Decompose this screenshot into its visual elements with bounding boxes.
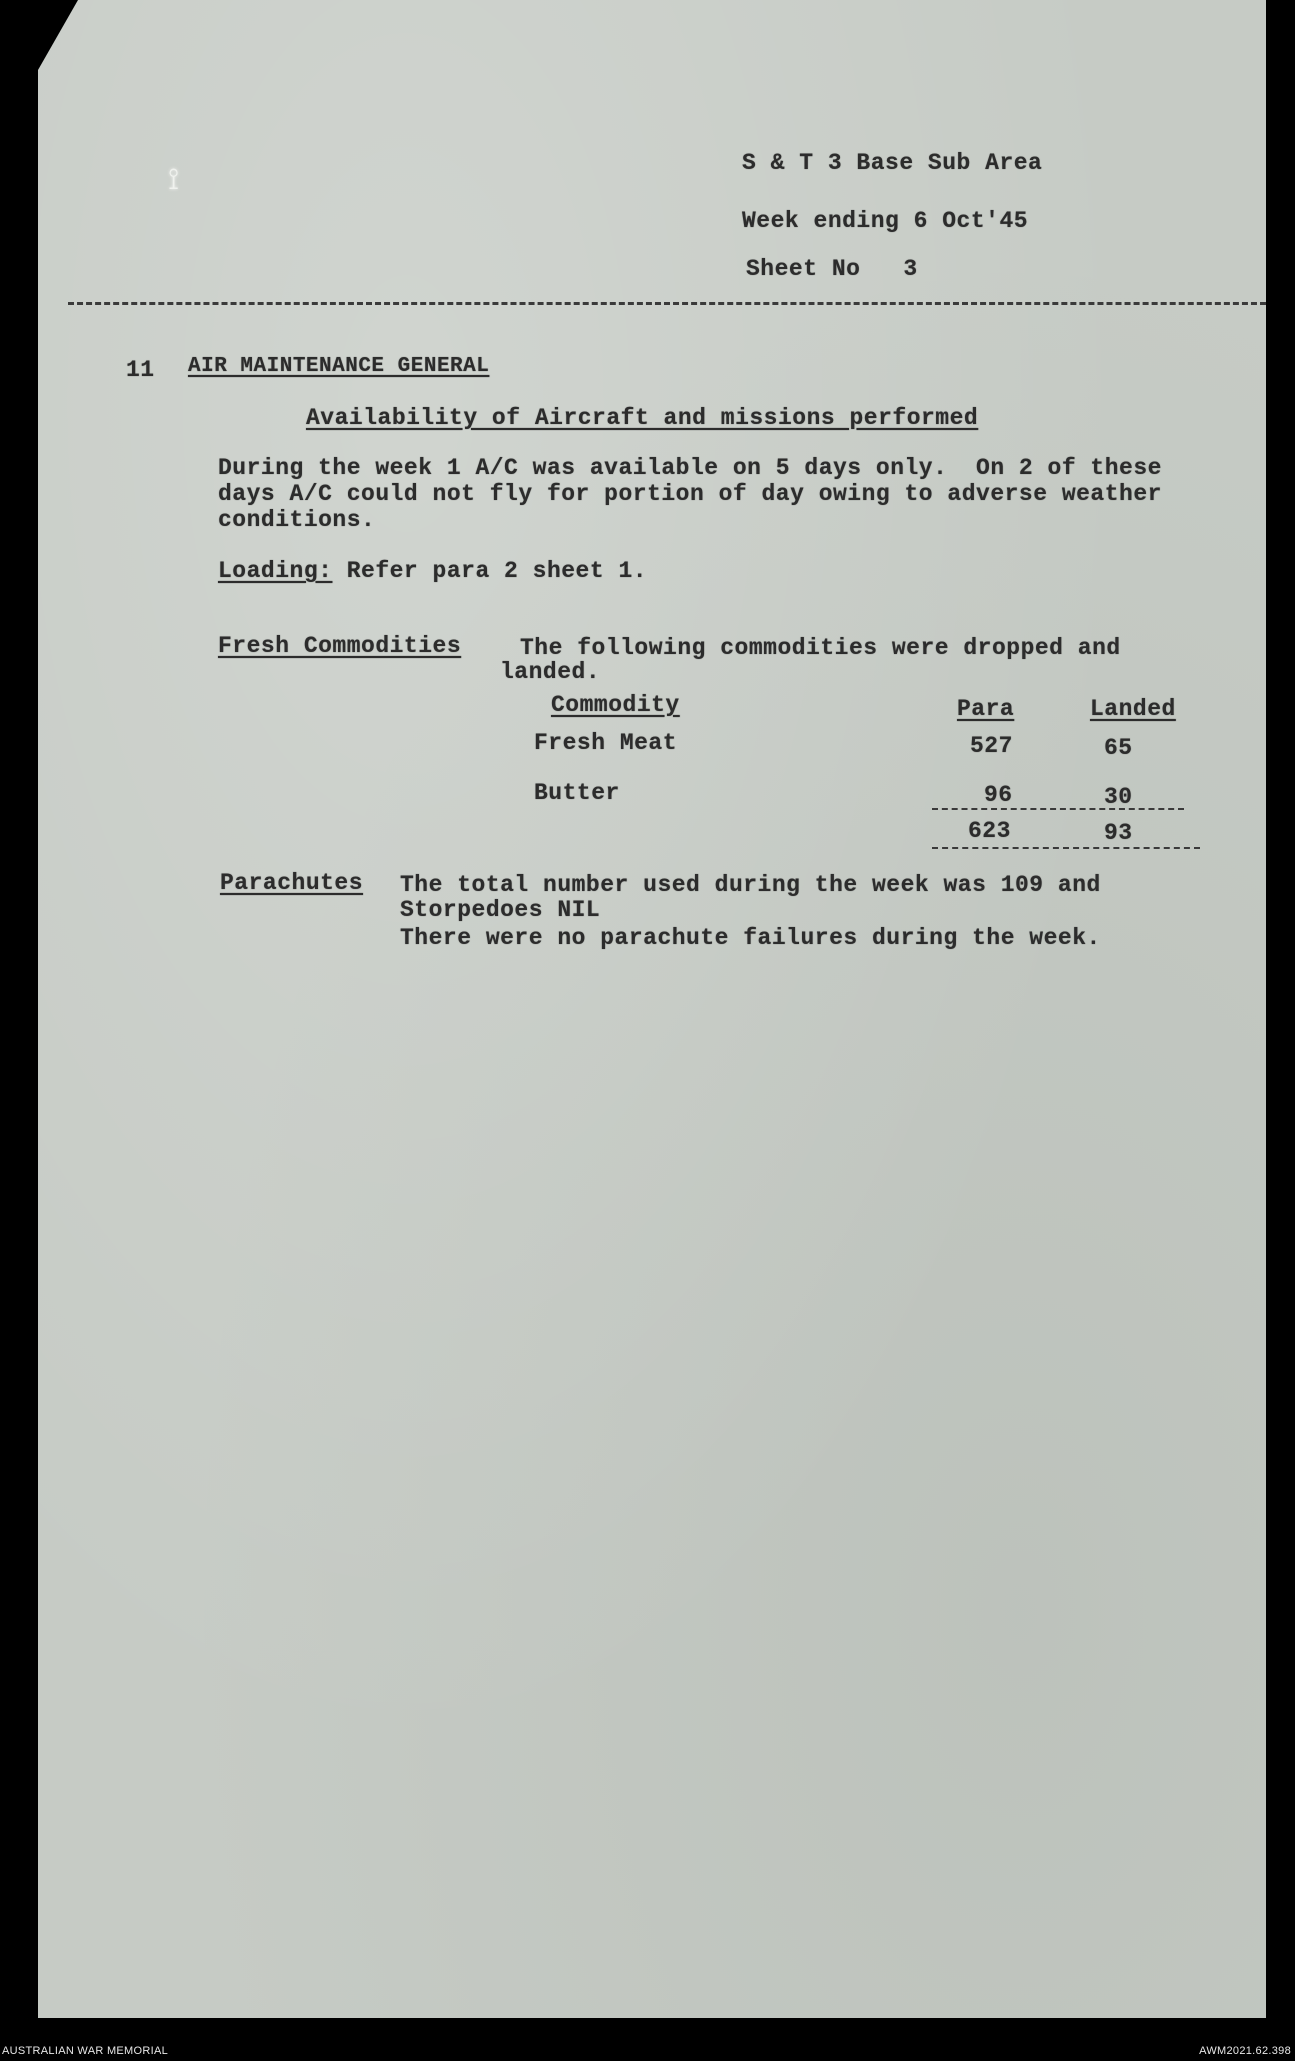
parachutes-line-2: Storpedoes NIL: [400, 897, 601, 923]
fresh-text-line-2: landed.: [500, 659, 601, 685]
sum-line-bottom: [932, 847, 1200, 849]
col-para-header: Para: [957, 696, 1015, 722]
parachutes-line-3: There were no parachute failures during the week.: [400, 925, 1101, 951]
total-landed: 93: [1104, 820, 1133, 846]
parachutes-label: Parachutes: [220, 870, 364, 896]
availability-line-3: conditions.: [218, 507, 376, 533]
row-landed: 30: [1104, 784, 1133, 810]
availability-line-1: During the week 1 A/C was available on 5 days only. On 2 of these: [218, 455, 1162, 481]
section-number: 11: [126, 357, 155, 383]
col-commodity-header: Commodity: [551, 692, 680, 718]
header-week: Week ending 6 Oct'45: [742, 208, 1029, 234]
section-title: AIR MAINTENANCE GENERAL: [188, 355, 490, 378]
sum-line-top: [932, 808, 1184, 810]
row-landed: 65: [1104, 735, 1133, 761]
header-divider: [68, 302, 1266, 305]
col-landed-header: Landed: [1090, 696, 1176, 722]
fresh-text-line-1: The following commodities were dropped and: [520, 635, 1121, 661]
availability-line-2: days A/C could not fly for portion of day owing to adverse weather: [218, 481, 1162, 507]
loading-label: Loading:: [218, 558, 333, 584]
row-commodity: Butter: [534, 780, 620, 806]
header-unit: S & T 3 Base Sub Area: [742, 150, 1043, 176]
section-subtitle: Availability of Aircraft and missions performed: [306, 405, 979, 431]
header-sheet: Sheet No 3: [746, 256, 918, 282]
row-para: 96: [984, 782, 1013, 808]
total-para: 623: [968, 818, 1011, 844]
parachutes-line-1: The total number used during the week was 109 and: [400, 872, 1101, 898]
loading-text: Refer para 2 sheet 1.: [332, 558, 648, 584]
torn-corner: [38, 0, 78, 70]
fresh-commodities-label: Fresh Commodities: [218, 633, 462, 659]
row-para: 527: [970, 733, 1013, 759]
paper-blemish: ⟟: [168, 162, 180, 197]
loading-line: [218, 558, 647, 584]
row-commodity: Fresh Meat: [534, 730, 678, 756]
archive-credit: AUSTRALIAN WAR MEMORIAL: [2, 2045, 169, 2057]
archive-reference: AWM2021.62.398: [1199, 2045, 1291, 2057]
